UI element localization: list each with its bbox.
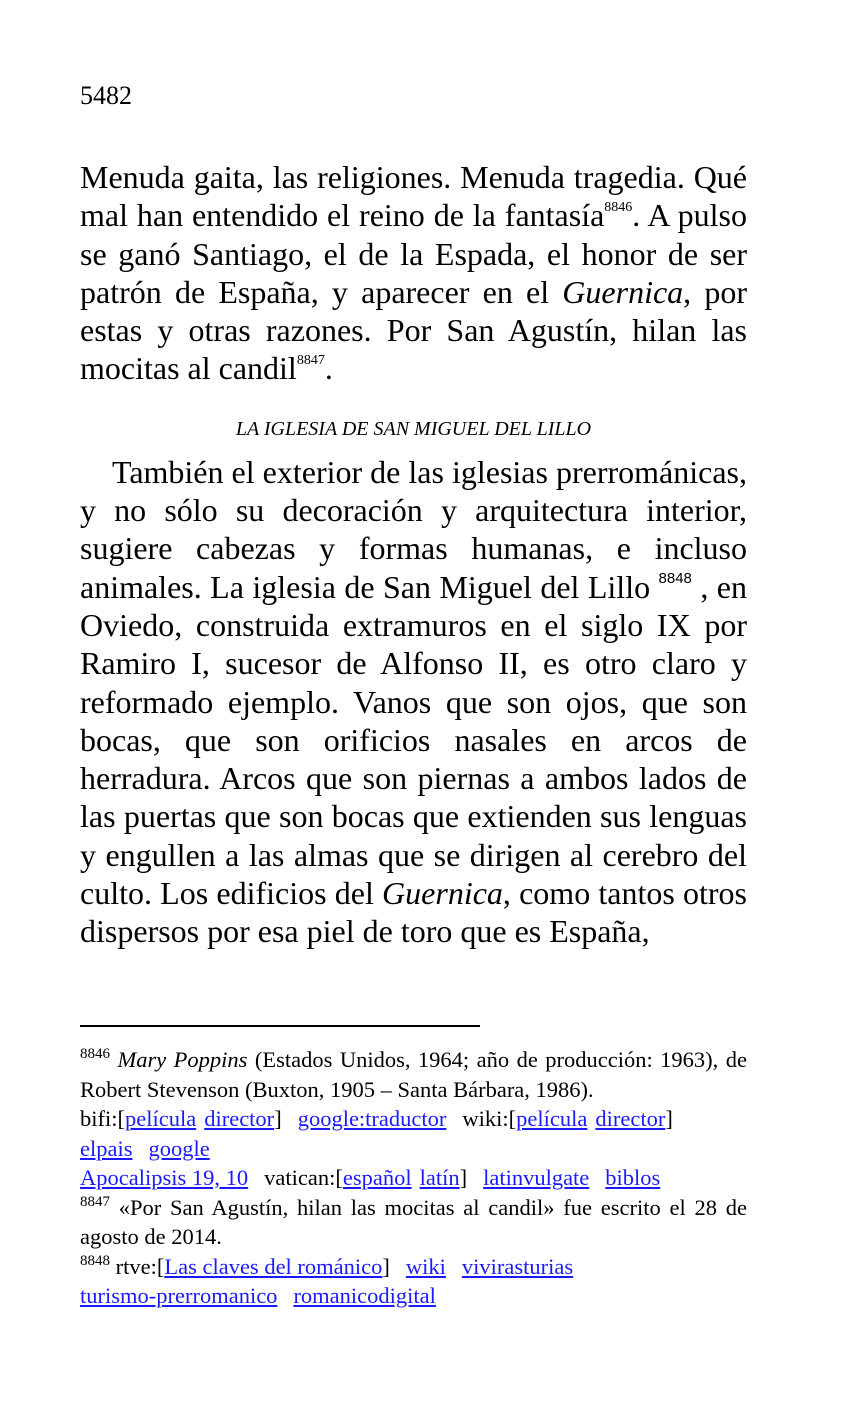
latinvulgate-link[interactable]: latinvulgate [483, 1165, 590, 1190]
rtve-link[interactable]: Las claves del románico [164, 1253, 383, 1279]
wiki-director-link[interactable]: director [595, 1106, 666, 1131]
google-translator-link[interactable]: google:traductor [297, 1106, 447, 1131]
turismo-prerromanico-link[interactable]: turismo-prerromanico [80, 1283, 278, 1308]
footnotes [80, 1045, 747, 1311]
wiki-link[interactable]: wiki [405, 1253, 446, 1279]
footnote-8846-links: bifi:[película director] google:traductor wiki:[película director] elpais google Apocalipsis 19, 10 vatican:[español latín] latinvulgate biblos [80, 1106, 673, 1190]
paragraph-intro: Menuda gaita, las religiones. Menuda tragedia. Qué mal han entendido el reino de la fantasía$^{8846}$. A pulso se ganó Santiago, el de la Espada, el honor de ser patrón de España, y aparecer en el Guernica, por estas y otras razones. Por San Agustín, hilan las mocitas al candil$^{8847}$. [80, 159, 748, 387]
page-number: 5482 [80, 81, 132, 110]
section-heading: LA IGLESIA DE SAN MIGUEL DEL LILLO [235, 417, 592, 440]
footnote-8848: $^{8848}$ rtve:[Las claves del románico] wiki vivirasturias turismo-prerromanico romanicodigital [80, 1252, 574, 1308]
vatican-latin-link[interactable]: latín [419, 1165, 460, 1190]
footnote-divider [80, 1025, 480, 1027]
bifi-director-link[interactable]: director [204, 1106, 275, 1131]
apocalipsis-link[interactable]: Apocalipsis 19, 10 [80, 1165, 249, 1190]
footnote-8846: $^{8846}$ Mary Poppins (Estados Unidos, 1964; año de producción: 1963), de Robert Stevenson (Buxton, 1905 – Santa Bárbara, 1986). [80, 1046, 747, 1102]
biblos-link[interactable]: biblos [605, 1165, 661, 1190]
vatican-spanish-link[interactable]: español [342, 1165, 412, 1190]
main-text [80, 158, 747, 951]
footnote-ref-8848[interactable]: 8848 [658, 569, 692, 587]
google-link[interactable]: google [148, 1135, 210, 1161]
bifi-film-link[interactable]: película [125, 1106, 197, 1131]
vivirasturias-link[interactable]: vivirasturias [461, 1253, 574, 1279]
paragraph-body: También el exterior de las iglesias prerrománicas, y no sólo su decoración y arquitectura interior, sugiere cabezas y formas humanas, e incluso animales. La iglesia de San Miguel del Lillo $^{8848}$ , en Oviedo, construida extramuros en el siglo IX por Ramiro I, sucesor de Alfonso II, es otro claro y reformado ejemplo. Vanos que son ojos, que son bocas, que son orificios nasales en arcos de herradura. Arcos que son piernas a ambos lados de las puertas que son bocas que extienden sus lenguas y engullen a las almas que se dirigen al cerebro del culto. Los edificios del Guernica, como tantos otros dispersos por esa piel de toro que es España, [80, 453, 748, 950]
artwork-title: Guernica [562, 273, 684, 310]
artwork-title: Guernica [382, 875, 503, 912]
elpais-link[interactable]: elpais [80, 1135, 133, 1161]
wiki-film-link[interactable]: película [516, 1106, 588, 1131]
footnote-ref-8846[interactable]: 8846 [604, 200, 633, 216]
romanicodigital-link[interactable]: romanicodigital [293, 1283, 436, 1308]
footnote-8847: $^{8847}$ «Por San Agustín, hilan las mocitas al candil» fue escrito el 28 de agosto de 2014. [80, 1193, 747, 1249]
footnote-ref-8847[interactable]: 8847 [296, 353, 325, 369]
